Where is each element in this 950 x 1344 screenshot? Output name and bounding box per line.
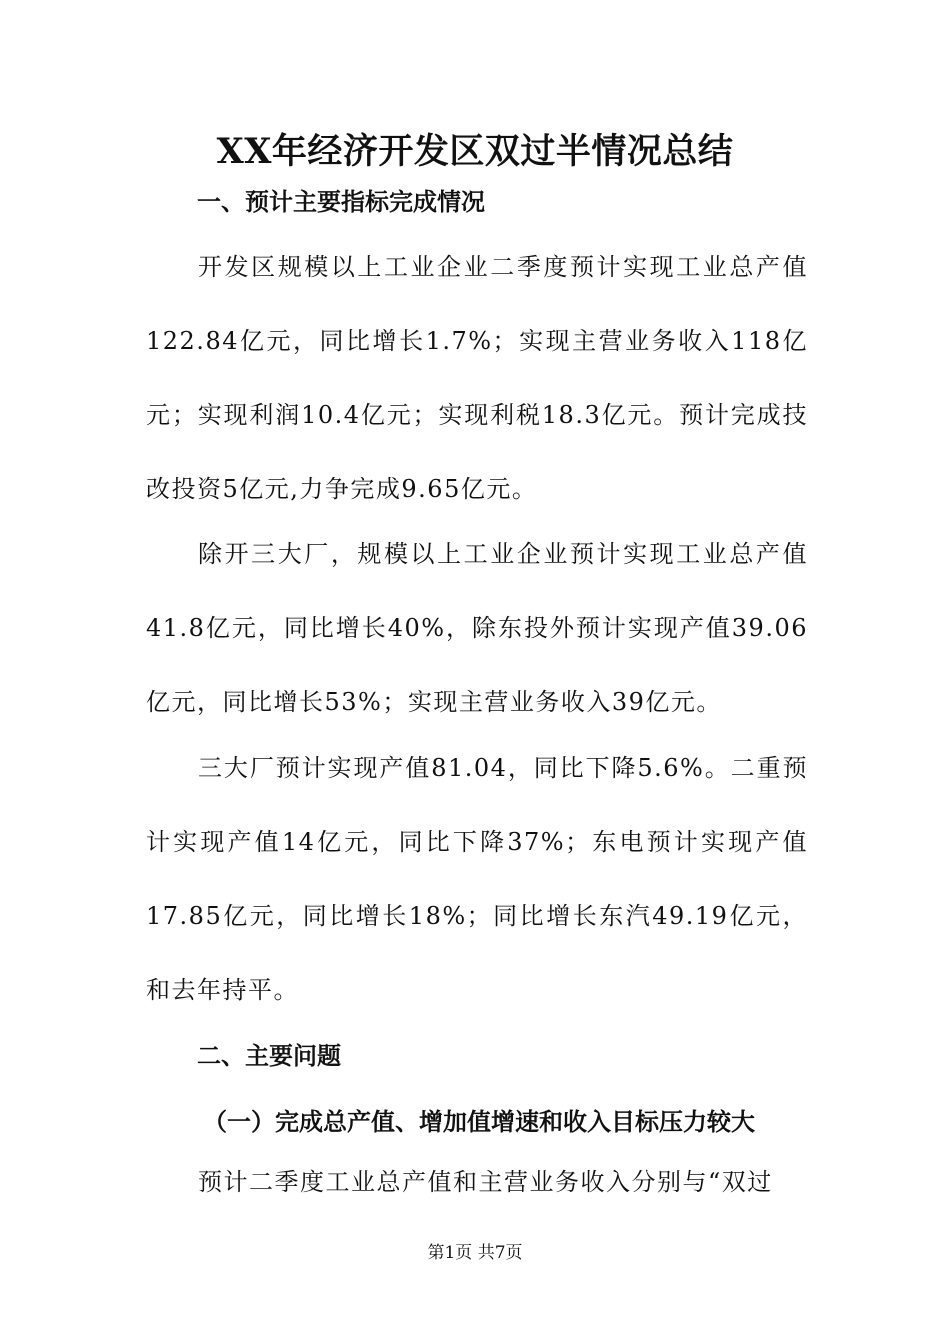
paragraph-3: 三大厂预计实现产值81.04，同比下降5.6%。二重预计实现产值14亿元，同比下降37%；东电预计实现产值17.85亿元，同比增长18%；同比增长东汽49.19亿元，和去年持平。 [146, 754, 808, 1004]
subsection-heading-1: （一）完成总产值、增加值增速和收入目标压力较大 [203, 1108, 755, 1136]
paragraph-4: 预计二季度工业总产值和主营业务收入分别与“双过 [198, 1168, 773, 1196]
page-footer: 第1页 共7页 [427, 1243, 523, 1263]
section-heading-2: 二、主要问题 [197, 1042, 341, 1070]
paragraph-1: 开发区规模以上工业企业二季度预计实现工业总产值122.84亿元，同比增长1.7%；实现主营业务收入118亿元；实现利润10.4亿元；实现利税18.3亿元。预计完成技改投资5亿元,力争完成9.65亿元。 [146, 253, 808, 503]
paragraph-2: 除开三大厂，规模以上工业企业预计实现工业总产值41.8亿元，同比增长40%，除东投外预计实现产值39.06亿元，同比增长53%；实现主营业务收入39亿元。 [146, 540, 808, 716]
section-heading-1: 一、预计主要指标完成情况 [197, 188, 485, 216]
document-title: XX年经济开发区双过半情况总结 [216, 131, 734, 172]
